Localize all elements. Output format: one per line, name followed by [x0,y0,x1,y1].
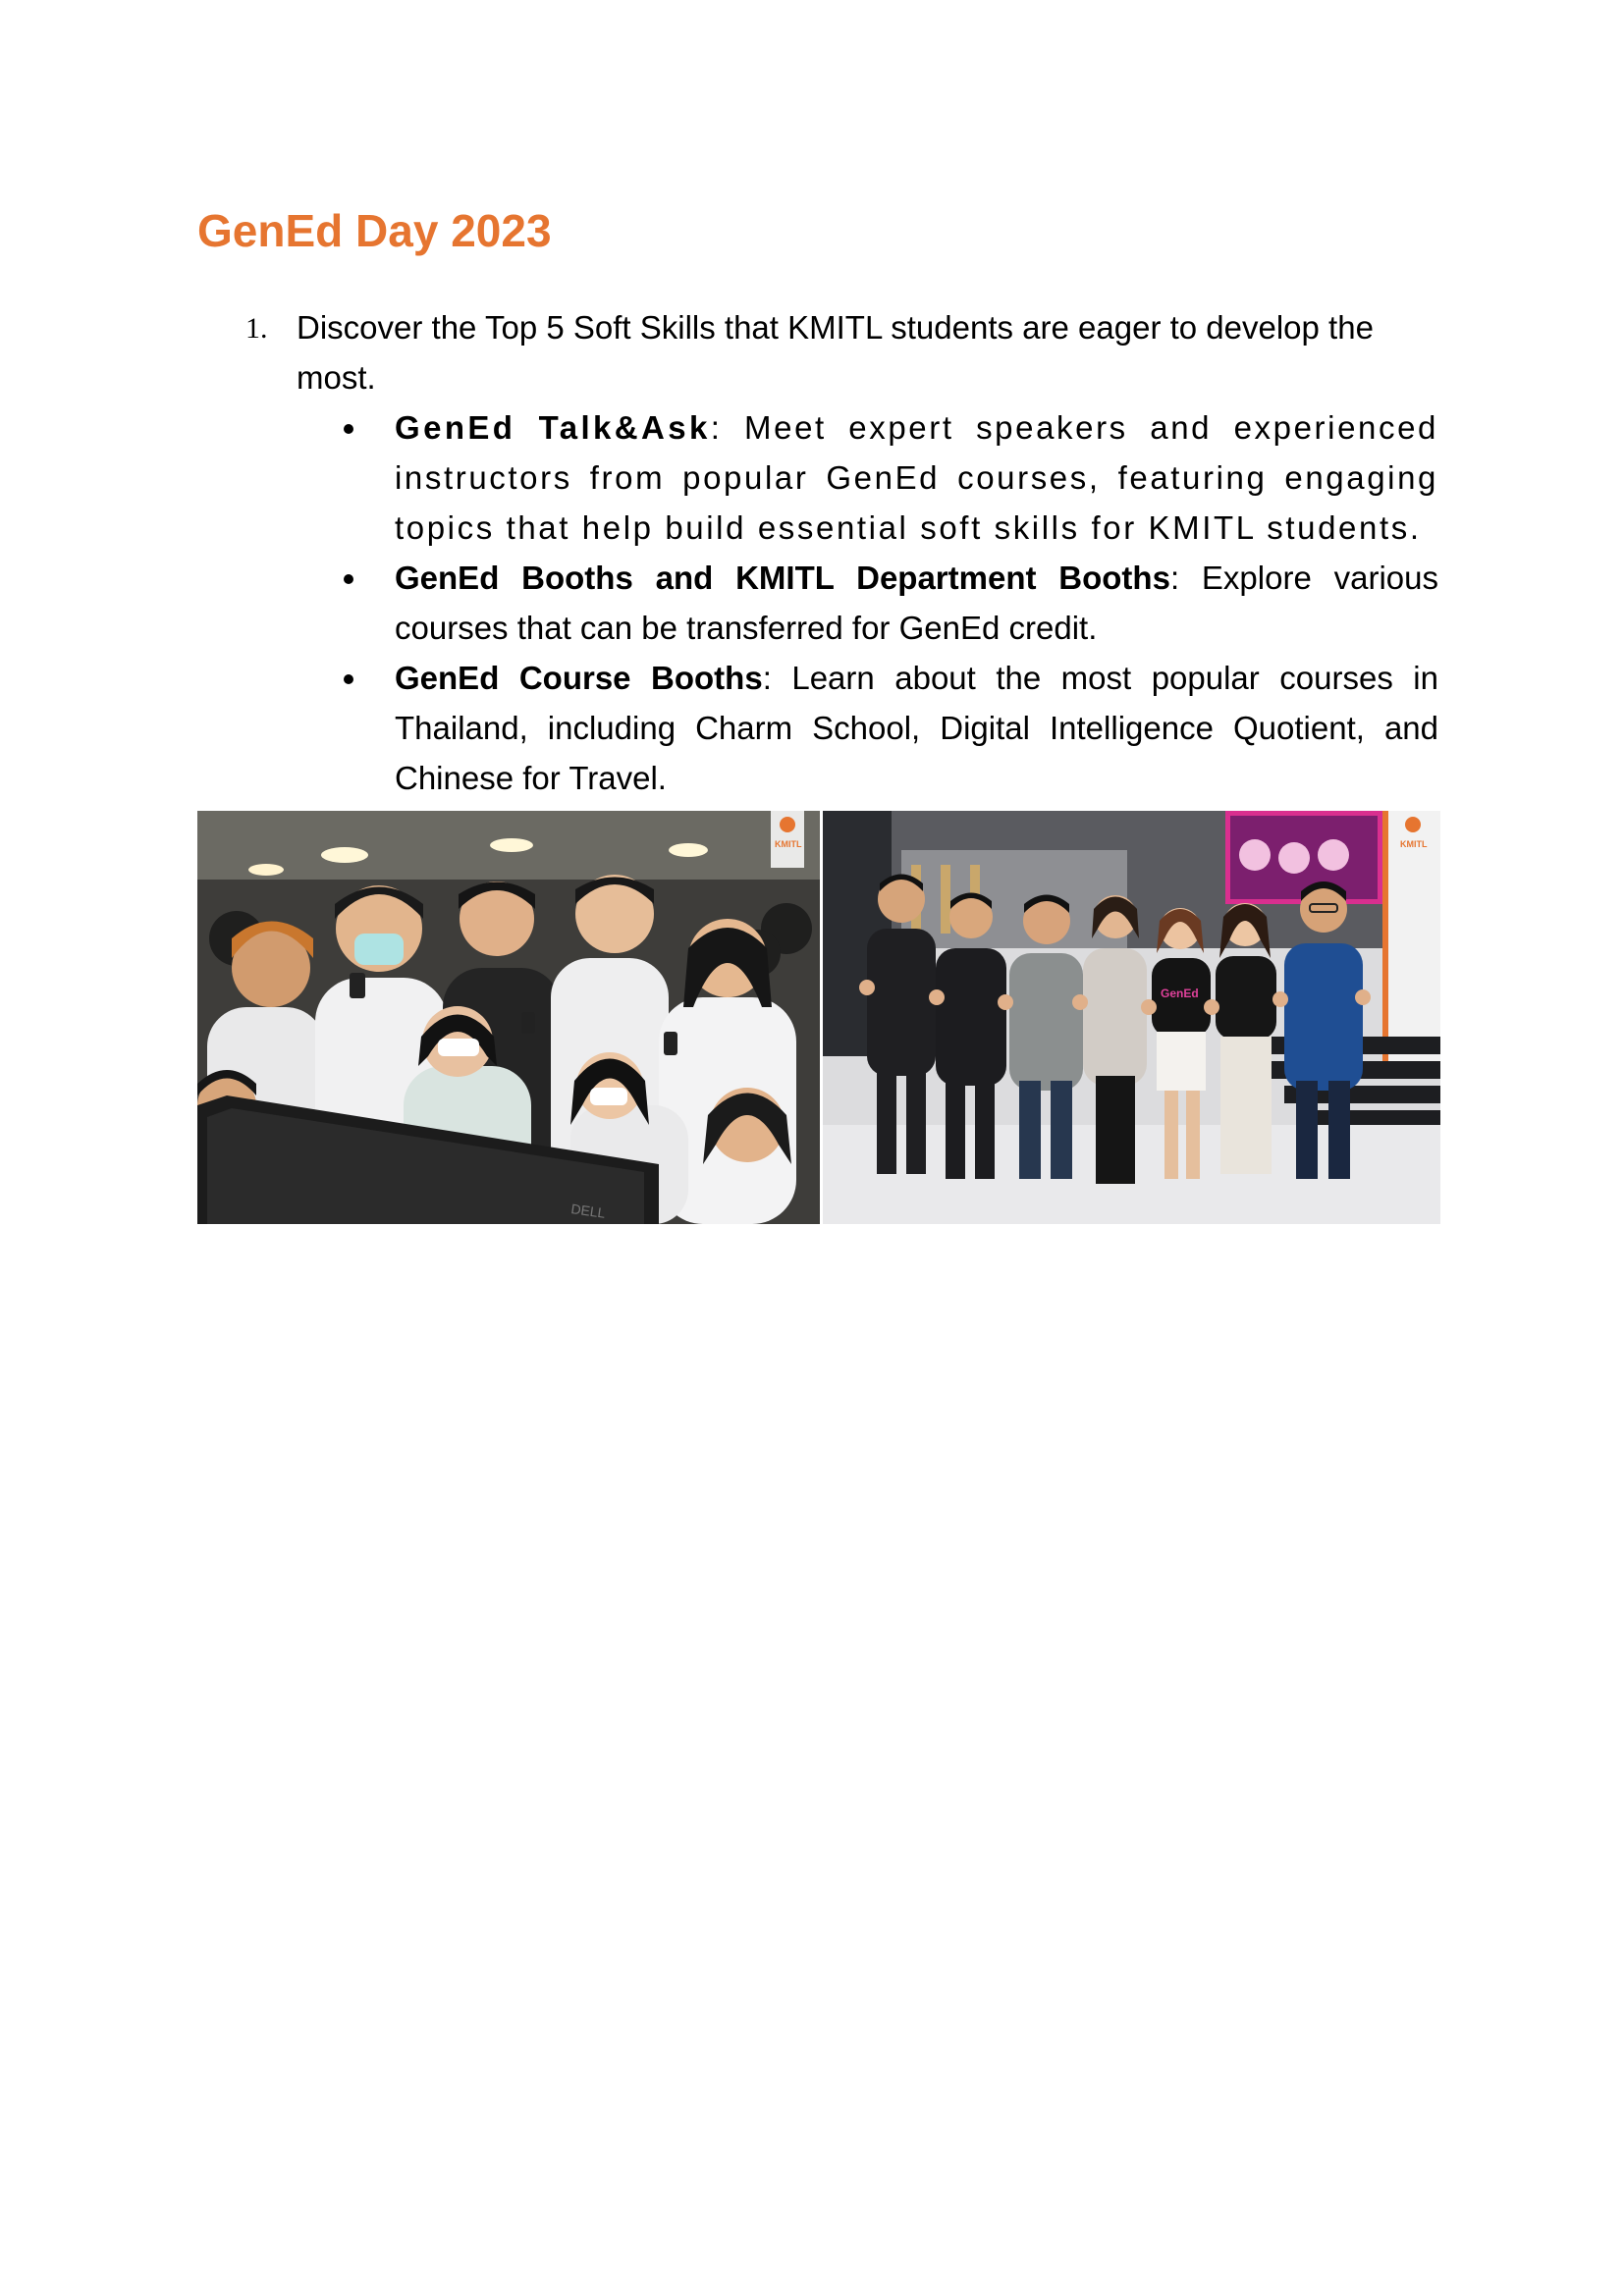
bullet-body: : Learn about the most popular courses in Thailand, including Charm School, Digital Intelligence Quotient, and Chinese for Travel. [395,660,1438,796]
bullet-list [344,402,1439,803]
page-title: GenEd Day 2023 [197,205,552,256]
bullet-icon [344,424,353,434]
bullet-heading: GenEd Course Booths [395,660,763,696]
bullet-icon [344,574,353,584]
bullet-heading: GenEd Talk&Ask [395,409,711,446]
bullet-item-booths [344,553,1439,653]
bullet-heading: GenEd Booths and KMITL Department Booths [395,560,1170,596]
bullet-body: : Meet expert speakers and experienced instructors from popular GenEd courses, featuring engaging topics that help build essential soft skills for KMITL students. [395,409,1438,546]
bullet-item-talk-ask [344,402,1439,553]
photo-row [197,811,1440,1224]
svg-text:DELL: DELL [569,1201,607,1221]
shirt-logo-text: GenEd [1161,987,1199,1000]
bullet-icon [344,674,353,684]
bullet-body: : Explore various courses that can be transferred for GenEd credit. [395,560,1438,646]
group-photo [823,811,1440,1224]
kmitl-logo-left: KMITL [775,839,802,849]
students-photo [197,811,820,1224]
bullet-item-course-booths [344,653,1439,803]
list-item-text: Discover the Top 5 Soft Skills that KMITL students are eager to develop the most. [297,309,1374,396]
list-number: 1. [245,312,268,345]
kmitl-logo-right: KMITL [1400,839,1428,849]
